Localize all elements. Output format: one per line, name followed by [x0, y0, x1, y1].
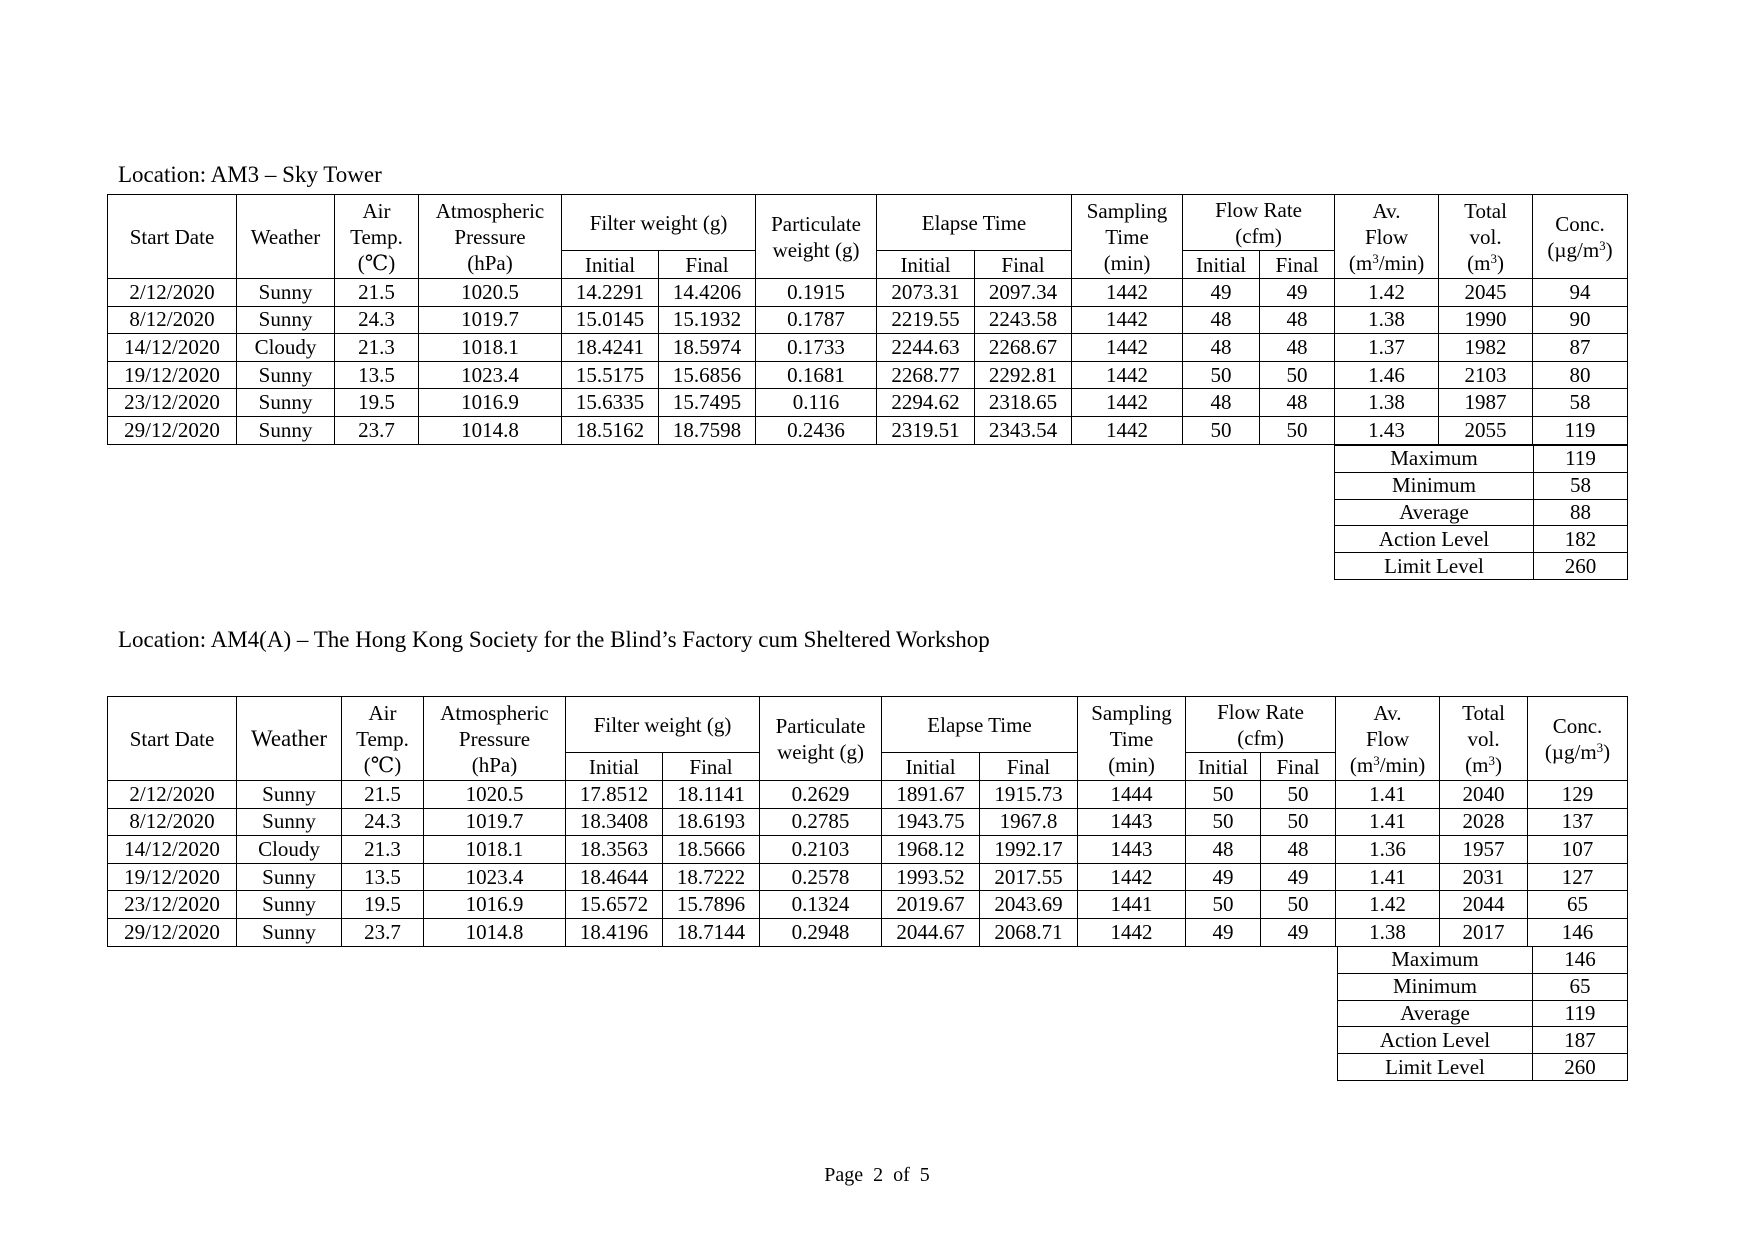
table-cell: 1018.1: [424, 836, 566, 864]
table-cell: 29/12/2020: [108, 918, 237, 946]
table-cell: 49: [1186, 863, 1261, 891]
table-cell: 2017.55: [980, 863, 1078, 891]
location-title: Location: AM4(A) – The Hong Kong Society for the Blind’s Factory cum Sheltered Workshop: [118, 627, 990, 652]
table-cell: 1018.1: [419, 334, 562, 362]
table-cell: 23/12/2020: [108, 389, 237, 417]
table-cell: 49: [1186, 918, 1261, 946]
table-cell: 49: [1183, 279, 1260, 307]
summary-row: [1338, 973, 1628, 1000]
table-cell: 15.5175: [562, 361, 659, 389]
table-cell: 2044: [1440, 891, 1528, 919]
table-cell: 90: [1533, 306, 1628, 334]
summary-label: Average: [1335, 499, 1534, 526]
table-cell: 2068.71: [980, 918, 1078, 946]
table-cell: 0.2629: [760, 781, 882, 809]
table-cell: 2244.63: [877, 334, 975, 362]
table-cell: 48: [1260, 306, 1335, 334]
table-cell: 1.42: [1335, 279, 1439, 307]
table-cell: 1.37: [1335, 334, 1439, 362]
table-cell: 14.4206: [659, 279, 756, 307]
summary-label: Limit Level: [1338, 1054, 1533, 1081]
table-cell: 1.43: [1335, 416, 1439, 444]
location-title: Location: AM3 – Sky Tower: [118, 162, 382, 187]
table-cell: 87: [1533, 334, 1628, 362]
table-cell: 1943.75: [882, 808, 980, 836]
table-cell: 2294.62: [877, 389, 975, 417]
table-cell: 127: [1528, 863, 1628, 891]
table-cell: 18.4644: [566, 863, 663, 891]
monitoring-table: [107, 696, 1628, 947]
table-cell: Sunny: [237, 863, 342, 891]
table-cell: 2268.77: [877, 361, 975, 389]
table-cell: 2/12/2020: [108, 781, 237, 809]
table-cell: 0.116: [756, 389, 877, 417]
summary-row: [1335, 446, 1628, 473]
table-cell: 1891.67: [882, 781, 980, 809]
table-cell: 119: [1533, 416, 1628, 444]
table-cell: 48: [1260, 389, 1335, 417]
header-weather: Weather: [237, 697, 342, 781]
table-cell: Sunny: [237, 361, 335, 389]
table-cell: 1442: [1072, 416, 1183, 444]
table-cell: 1.41: [1336, 863, 1440, 891]
table-cell: Sunny: [237, 416, 335, 444]
table-cell: 1023.4: [424, 863, 566, 891]
table-body: [108, 781, 1628, 947]
table-cell: 1020.5: [424, 781, 566, 809]
header-air-temp: Air Temp. (℃): [335, 195, 419, 279]
table-cell: 21.3: [335, 334, 419, 362]
table-cell: 2043.69: [980, 891, 1078, 919]
table-cell: 65: [1528, 891, 1628, 919]
header-air-temp: Air Temp. (℃): [342, 697, 424, 781]
header-pressure: Atmospheric Pressure (hPa): [424, 697, 566, 781]
table-cell: 1020.5: [419, 279, 562, 307]
page-number: 2: [873, 1164, 884, 1186]
table-cell: 19.5: [335, 389, 419, 417]
table-cell: 1982: [1439, 334, 1533, 362]
header-total-vol: Total vol. $(m^3)$: [1440, 697, 1528, 781]
table-cell: 29/12/2020: [108, 416, 237, 444]
table-cell: 1016.9: [419, 389, 562, 417]
table-cell: 1987: [1439, 389, 1533, 417]
table-cell: 8/12/2020: [108, 306, 237, 334]
table-cell: 50: [1186, 781, 1261, 809]
header-elapse-initial: Initial: [877, 251, 975, 279]
table-cell: 23.7: [335, 416, 419, 444]
table-cell: 58: [1533, 389, 1628, 417]
header-flow-initial: Initial: [1186, 753, 1261, 781]
summary-label: Action Level: [1335, 526, 1534, 553]
table-cell: 15.7495: [659, 389, 756, 417]
header-filter-weight: Filter weight (g): [562, 195, 756, 251]
summary-row: [1338, 1000, 1628, 1027]
table-cell: 18.4196: [566, 918, 663, 946]
table-cell: 50: [1261, 781, 1336, 809]
table-cell: 1957: [1440, 836, 1528, 864]
table-cell: 2318.65: [975, 389, 1072, 417]
table-cell: 24.3: [335, 306, 419, 334]
table-row: [108, 334, 1628, 362]
table-cell: 2219.55: [877, 306, 975, 334]
table-cell: 15.6572: [566, 891, 663, 919]
summary-value: 88: [1534, 499, 1628, 526]
table-cell: 21.5: [335, 279, 419, 307]
table-cell: 1442: [1078, 918, 1186, 946]
table-cell: 1442: [1072, 361, 1183, 389]
table-cell: 1442: [1072, 389, 1183, 417]
table-cell: 2103: [1439, 361, 1533, 389]
table-cell: 19.5: [342, 891, 424, 919]
table-cell: 50: [1261, 891, 1336, 919]
table-cell: 2243.58: [975, 306, 1072, 334]
table-cell: 2031: [1440, 863, 1528, 891]
table-cell: 21.5: [342, 781, 424, 809]
table-row: [108, 416, 1628, 444]
table-cell: 2343.54: [975, 416, 1072, 444]
table-cell: 48: [1183, 389, 1260, 417]
monitoring-table: [107, 194, 1628, 445]
header-elapse-final: Final: [975, 251, 1072, 279]
table-cell: 14.2291: [562, 279, 659, 307]
table-cell: 23.7: [342, 918, 424, 946]
table-cell: 1014.8: [424, 918, 566, 946]
table-cell: 1.46: [1335, 361, 1439, 389]
table-cell: 18.5162: [562, 416, 659, 444]
table-cell: 18.6193: [663, 808, 760, 836]
summary-label: Minimum: [1338, 973, 1533, 1000]
header-filter-final: Final: [663, 753, 760, 781]
summary-row: [1338, 947, 1628, 974]
header-sampling-time: Sampling Time (min): [1072, 195, 1183, 279]
table-cell: 1968.12: [882, 836, 980, 864]
table-cell: 1442: [1072, 334, 1183, 362]
header-filter-initial: Initial: [566, 753, 663, 781]
table-cell: 2055: [1439, 416, 1533, 444]
table-cell: 14/12/2020: [108, 334, 237, 362]
table-cell: 18.4241: [562, 334, 659, 362]
table-cell: Sunny: [237, 808, 342, 836]
table-row: [108, 389, 1628, 417]
table-cell: 50: [1260, 361, 1335, 389]
header-flow-final: Final: [1260, 251, 1335, 279]
summary-row: [1335, 499, 1628, 526]
table-cell: Sunny: [237, 279, 335, 307]
table-cell: 0.2436: [756, 416, 877, 444]
table-cell: 1915.73: [980, 781, 1078, 809]
table-row: [108, 808, 1628, 836]
table-cell: 49: [1260, 279, 1335, 307]
header-flow-rate: Flow Rate (cfm): [1186, 697, 1336, 753]
table-cell: 48: [1186, 836, 1261, 864]
header-elapse-time: Elapse Time: [882, 697, 1078, 753]
table-cell: 21.3: [342, 836, 424, 864]
summary-row: [1335, 472, 1628, 499]
summary-table: [1334, 445, 1628, 580]
table-cell: 49: [1261, 918, 1336, 946]
header-flow-initial: Initial: [1183, 251, 1260, 279]
summary-value: 182: [1534, 526, 1628, 553]
table-cell: 107: [1528, 836, 1628, 864]
table-cell: 48: [1183, 306, 1260, 334]
summary-value: 260: [1534, 553, 1628, 580]
table-cell: 15.0145: [562, 306, 659, 334]
table-cell: 0.1733: [756, 334, 877, 362]
table-cell: 0.1787: [756, 306, 877, 334]
header-elapse-time: Elapse Time: [877, 195, 1072, 251]
table-cell: 0.2948: [760, 918, 882, 946]
summary-label: Average: [1338, 1000, 1533, 1027]
table-cell: 2097.34: [975, 279, 1072, 307]
summary-value: 146: [1533, 947, 1628, 974]
table-cell: 0.1324: [760, 891, 882, 919]
table-cell: 1016.9: [424, 891, 566, 919]
header-flow-final: Final: [1261, 753, 1336, 781]
table-cell: 1014.8: [419, 416, 562, 444]
page-label: Page: [824, 1164, 864, 1186]
table-cell: 1444: [1078, 781, 1186, 809]
table-cell: 15.1932: [659, 306, 756, 334]
table-cell: 2028: [1440, 808, 1528, 836]
table-cell: 129: [1528, 781, 1628, 809]
table-cell: 1.42: [1336, 891, 1440, 919]
table-cell: 0.1915: [756, 279, 877, 307]
header-flow-rate: Flow Rate (cfm): [1183, 195, 1335, 251]
header-particulate-weight: Particulate weight (g): [756, 195, 877, 279]
table-cell: 13.5: [342, 863, 424, 891]
summary-row: [1338, 1027, 1628, 1054]
header-start-date: Start Date: [108, 195, 237, 279]
header-start-date: Start Date: [108, 697, 237, 781]
table-cell: 1993.52: [882, 863, 980, 891]
summary-row: [1338, 1054, 1628, 1081]
table-cell: 1.41: [1336, 808, 1440, 836]
table-cell: 2044.67: [882, 918, 980, 946]
table-cell: 2017: [1440, 918, 1528, 946]
header-conc: Conc. $(\mu g/m^3)$: [1528, 697, 1628, 781]
header-total-vol: Total vol. $(m^3)$: [1439, 195, 1533, 279]
table-cell: 1442: [1072, 306, 1183, 334]
summary-label: Minimum: [1335, 472, 1534, 499]
summary-value: 58: [1534, 472, 1628, 499]
table-cell: 1441: [1078, 891, 1186, 919]
table-cell: 1.38: [1336, 918, 1440, 946]
table-cell: 19/12/2020: [108, 361, 237, 389]
table-cell: 50: [1186, 891, 1261, 919]
header-av-flow: Av. Flow $(m^3/\min)$: [1336, 697, 1440, 781]
header-filter-final: Final: [659, 251, 756, 279]
table-cell: 15.6856: [659, 361, 756, 389]
table-cell: 2292.81: [975, 361, 1072, 389]
table-cell: 15.6335: [562, 389, 659, 417]
table-cell: 2045: [1439, 279, 1533, 307]
table-cell: 18.1141: [663, 781, 760, 809]
table-cell: Sunny: [237, 389, 335, 417]
table-cell: 13.5: [335, 361, 419, 389]
table-cell: 146: [1528, 918, 1628, 946]
table-cell: 48: [1183, 334, 1260, 362]
table-cell: 1443: [1078, 808, 1186, 836]
table-cell: 1990: [1439, 306, 1533, 334]
summary-value: 119: [1534, 446, 1628, 473]
table-cell: 137: [1528, 808, 1628, 836]
table-cell: 24.3: [342, 808, 424, 836]
table-cell: 19/12/2020: [108, 863, 237, 891]
table-cell: 50: [1183, 361, 1260, 389]
table-cell: 18.3408: [566, 808, 663, 836]
table-cell: 2/12/2020: [108, 279, 237, 307]
table-cell: 94: [1533, 279, 1628, 307]
table-cell: 1443: [1078, 836, 1186, 864]
table-cell: 2019.67: [882, 891, 980, 919]
table-row: [108, 279, 1628, 307]
header-conc: Conc. $(\mu g/m^3)$: [1533, 195, 1628, 279]
table-cell: 1.38: [1335, 306, 1439, 334]
table-row: [108, 863, 1628, 891]
table-cell: 0.1681: [756, 361, 877, 389]
table-cell: 18.7144: [663, 918, 760, 946]
table-cell: 1.38: [1335, 389, 1439, 417]
page-total: 5: [919, 1164, 930, 1186]
table-cell: 1019.7: [424, 808, 566, 836]
summary-label: Action Level: [1338, 1027, 1533, 1054]
table-row: [108, 361, 1628, 389]
table-row: [108, 891, 1628, 919]
table-row: [108, 306, 1628, 334]
table-cell: 0.2785: [760, 808, 882, 836]
table-cell: 1992.17: [980, 836, 1078, 864]
table-cell: 18.7222: [663, 863, 760, 891]
page-of-label: of: [893, 1164, 910, 1186]
table-cell: 2268.67: [975, 334, 1072, 362]
table-cell: Sunny: [237, 918, 342, 946]
table-body: [108, 279, 1628, 445]
summary-value: 187: [1533, 1027, 1628, 1054]
table-cell: 1442: [1078, 863, 1186, 891]
table-cell: 1023.4: [419, 361, 562, 389]
header-av-flow: Av. Flow $(m^3/\min)$: [1335, 195, 1439, 279]
table-cell: Cloudy: [237, 836, 342, 864]
table-cell: Sunny: [237, 781, 342, 809]
table-cell: Sunny: [237, 306, 335, 334]
summary-label: Limit Level: [1335, 553, 1534, 580]
header-pressure: Atmospheric Pressure (hPa): [419, 195, 562, 279]
page-footer: [0, 1164, 1754, 1187]
table-cell: 50: [1186, 808, 1261, 836]
summary-value: 119: [1533, 1000, 1628, 1027]
table-cell: 18.7598: [659, 416, 756, 444]
table-cell: Cloudy: [237, 334, 335, 362]
summary-value: 65: [1533, 973, 1628, 1000]
summary-row: [1335, 553, 1628, 580]
table-cell: 1442: [1072, 279, 1183, 307]
table-cell: 50: [1183, 416, 1260, 444]
summary-table: [1337, 946, 1628, 1081]
table-cell: 15.7896: [663, 891, 760, 919]
table-cell: 1967.8: [980, 808, 1078, 836]
header-filter-initial: Initial: [562, 251, 659, 279]
table-cell: 48: [1260, 334, 1335, 362]
table-cell: 1.36: [1336, 836, 1440, 864]
table-cell: 8/12/2020: [108, 808, 237, 836]
table-cell: 17.8512: [566, 781, 663, 809]
table-cell: Sunny: [237, 891, 342, 919]
header-weather: Weather: [237, 195, 335, 279]
summary-row: [1335, 526, 1628, 553]
header-filter-weight: Filter weight (g): [566, 697, 760, 753]
table-cell: 2319.51: [877, 416, 975, 444]
header-sampling-time: Sampling Time (min): [1078, 697, 1186, 781]
table-cell: 23/12/2020: [108, 891, 237, 919]
table-cell: 80: [1533, 361, 1628, 389]
summary-value: 260: [1533, 1054, 1628, 1081]
table-cell: 0.2578: [760, 863, 882, 891]
table-cell: 18.5666: [663, 836, 760, 864]
table-row: [108, 836, 1628, 864]
table-cell: 50: [1261, 808, 1336, 836]
table-cell: 2040: [1440, 781, 1528, 809]
table-cell: 48: [1261, 836, 1336, 864]
summary-label: Maximum: [1338, 947, 1533, 974]
header-elapse-final: Final: [980, 753, 1078, 781]
header-particulate-weight: Particulate weight (g): [760, 697, 882, 781]
table-cell: 18.3563: [566, 836, 663, 864]
table-cell: 14/12/2020: [108, 836, 237, 864]
table-cell: 1.41: [1336, 781, 1440, 809]
table-cell: 18.5974: [659, 334, 756, 362]
table-cell: 49: [1261, 863, 1336, 891]
summary-label: Maximum: [1335, 446, 1534, 473]
table-cell: 0.2103: [760, 836, 882, 864]
table-row: [108, 781, 1628, 809]
table-row: [108, 918, 1628, 946]
table-cell: 2073.31: [877, 279, 975, 307]
table-cell: 50: [1260, 416, 1335, 444]
header-elapse-initial: Initial: [882, 753, 980, 781]
table-cell: 1019.7: [419, 306, 562, 334]
